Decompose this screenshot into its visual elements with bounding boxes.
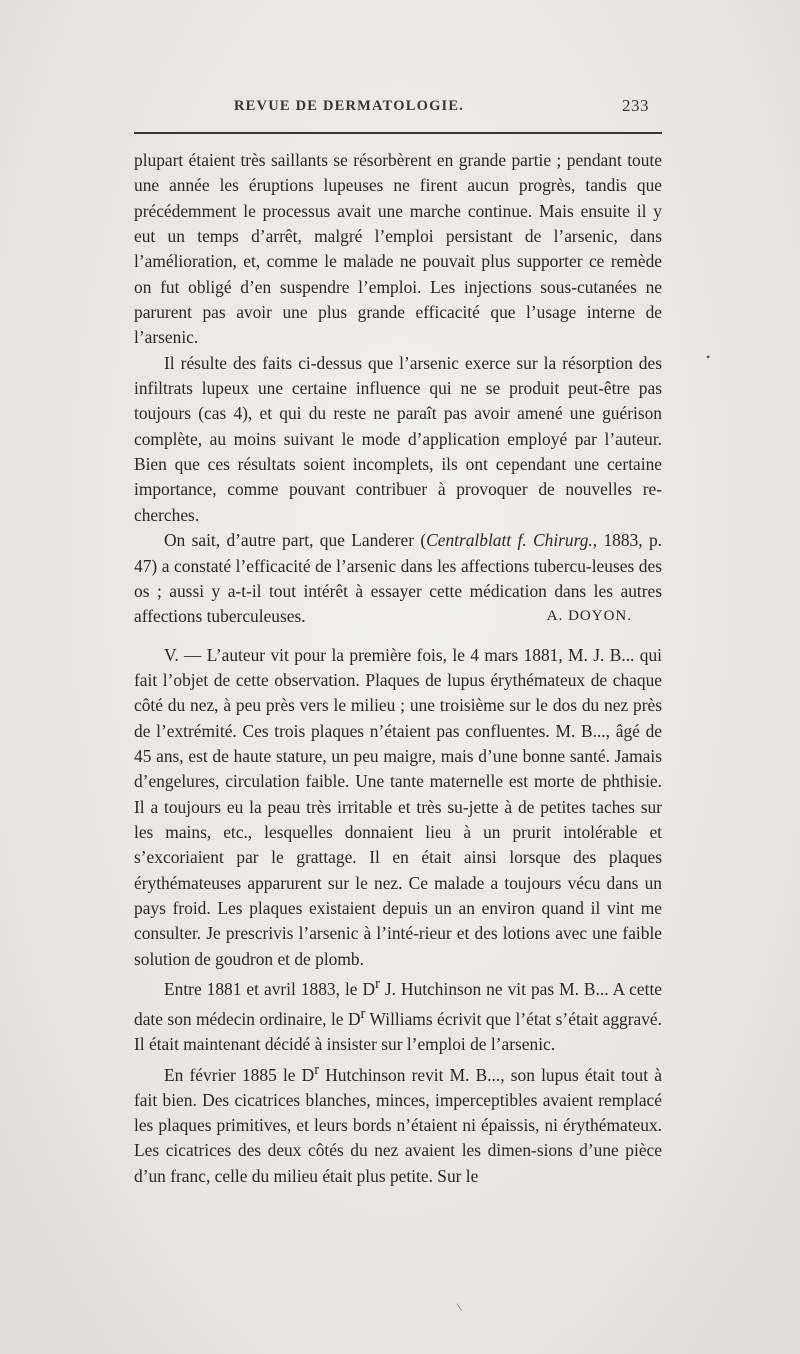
header-rule [134, 132, 662, 134]
paragraph-3-text-a: On sait, d’autre part, que Landerer ( [164, 530, 427, 551]
paragraph-3-text-b: , 1883, p. 47) a constaté l’efficacité de l’arsenic dans les affections tubercu-leuses des os ; aussi y a-t-il tout intérêt à essayer cette médication dans les autres affections tuberculeuses. [134, 530, 662, 627]
paragraph-1: plupart étaient très saillants se résorbèrent en grande partie ; pendant toute une année les éruptions lupeuses ne firent aucun progrès, tandis que précédemment le processus avait une marche continue. Mais ensuite il y eut un temps d’arrêt, malgré l’emploi persistant de l’arsenic, dans l’amélioration, et, comme le malade ne pouvait plus supporter ce remède on fut obligé d’en suspendre l’emploi. Les injections sous-cutanées ne parurent pas avoir une plus grande efficacité que l’usage interne de l’arsenic. [134, 150, 662, 348]
superscript-r: r [314, 1061, 320, 1078]
paragraph-5 [134, 972, 662, 1058]
superscript-r: r [360, 1006, 366, 1023]
body-text [134, 148, 662, 1189]
journal-citation: Centralblatt f. Chirurg. [426, 530, 593, 551]
margin-scratch: / [452, 1301, 466, 1313]
paragraph-6-text-a: En février 1885 le D [164, 1064, 315, 1085]
journal-title: REVUE DE DERMATOLOGIE. [234, 98, 465, 114]
page-number: 233 [622, 96, 649, 115]
paragraph-4: V. — L’auteur vit pour la première fois, le 4 mars 1881, M. J. B... qui fait l’objet de cette observation. Plaques de lupus érythémateux de chaque côté du nez, à peu près vers le milieu ; une troisième sur le dos du nez près de l’extrémité. Ces trois plaques n’étaient pas confluentes. M. B..., âgé de 45 ans, est de haute stature, un peu maigre, mais d’une bonne santé. Jamais d’engelures, circulation faible. Une tante maternelle est morte de phthisie. Il a toujours eu la peau très irritable et très su-jette à de petites taches sur les mains, etc., lesquelles donnaient lieu à un prurit intolérable et s’excoriaient par le grattage. Il en était ainsi lorsque des plaques érythémateuses apparurent sur le nez. Ce malade a toujours vécu dans un pays froid. Les plaques existaient depuis un an environ quand il vint me consulter. Je prescrivis l’arsenic à l’inté-rieur et des lotions avec une faible solution de goudron et de plomb. [134, 644, 662, 969]
paragraph-5-text-b: J. Hutchinson ne vit pas M. B... A cette date son médecin ordinaire, le D [134, 978, 663, 1029]
margin-speck: • [706, 350, 711, 364]
paragraph-5-text-c: Williams écrivit que l’état s’était aggravé. Il était maintenant décidé à insister sur l’emploi de l’arsenic. [134, 1008, 662, 1055]
superscript-r: r [375, 976, 380, 992]
paragraph-5-text-a: Entre 1881 et avril 1883, le D [164, 978, 376, 999]
paragraph-2: Il résulte des faits ci-dessus que l’arsenic exerce sur la résorption des infiltrats lupeux une certaine influence qui ne se produit peut-être pas toujours (cas 4), et qui du reste ne paraît pas avoir amené une guérison complète, au moins suivant le mode d’application employé par l’auteur. Bien que ces résultats soient incomplets, ils ont cependant une certaine importance, comme pouvant contribuer à provoquer de nouvelles re-cherches. [134, 352, 662, 525]
author-signature: A. DOYON. [546, 608, 632, 625]
paragraph-6-text-b: Hutchinson revit M. B..., son lupus était tout à fait bien. Des cicatrices blanches, minces, imperceptibles avaient remplacé les plaques primitives, et leurs bords n’étaient ni épaissis, ni érythémateux. Les cicatrices des deux côtés du nez avaient les dimen-sions d’une pièce d’un franc, celle du milieu était plus petite. Sur le [134, 1064, 662, 1186]
paragraph-6 [134, 1058, 662, 1190]
paragraph-3 [134, 528, 662, 629]
running-head [0, 98, 800, 122]
